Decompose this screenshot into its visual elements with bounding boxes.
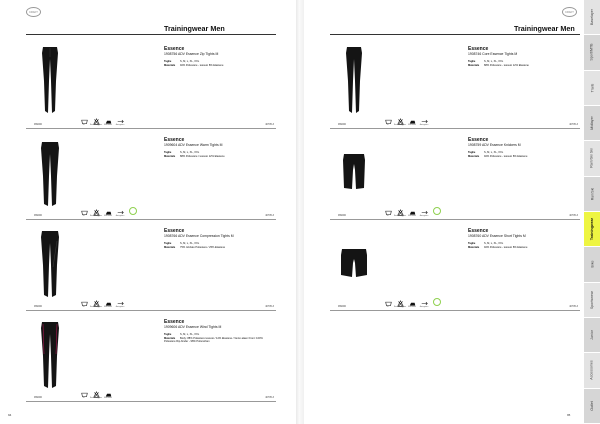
book-gutter [296,0,304,424]
page-title: Trainingwear Men [514,24,575,33]
product-subtitle: 1909606 ADV Essence Wind Tights M [164,325,222,329]
no-bleach-icon: Non candeggiare [396,300,404,309]
left-page [0,0,296,424]
iron-icon: Stiro basso [408,209,416,218]
right-page [304,0,584,424]
wash-icon: 40° [80,391,88,400]
product-name: Essence [164,319,185,325]
no-bleach-icon: Non candeggiare [92,300,100,309]
product-sku: 999000 [338,214,346,217]
product-subtitle: 1908766 ADV Essence Compression Tights M [164,234,234,238]
category-tabs [584,0,600,424]
product-divider [26,401,276,402]
tab-trainingwear[interactable]: Trainingwear [584,212,600,247]
product-material: Materiale 92% Poliestere - tessuto 8% Elastene [164,64,224,67]
product-card[interactable] [26,222,276,311]
care-icons [384,298,441,308]
dry-icon: Asciugatura [116,209,124,218]
product-sku: 999000 [34,396,42,399]
dry-icon: Asciugatura [116,118,124,127]
care-icons [80,391,112,400]
no-bleach-icon: Non candeggiare [396,209,404,218]
product-size: Taglie S, M, L, XL, XXL [164,333,200,336]
tab-rain-ski[interactable]: Rain/Ski Ski [584,141,600,176]
tab-midlayer[interactable]: Midlayer [584,106,600,141]
iron-icon: Stiro basso [104,391,112,400]
wash-icon: 40° [80,209,88,218]
product-size: Taglie S, M, L, XL, XXL [164,151,200,154]
tab-trails[interactable]: Trails [584,71,600,106]
long-tights-image [30,318,70,390]
product-divider [26,310,276,311]
care-icons [80,207,137,217]
product-code: 40705-3 [265,305,274,308]
product-subtitle: 1908759 ADV Essence Knickers M [468,143,521,147]
product-name: Essence [164,228,185,234]
dry-icon: Asciugatura [420,118,428,127]
tab-baselayer[interactable]: Baselayer [584,0,600,35]
product-name: Essence [468,228,489,234]
iron-icon: Stiro basso [104,209,112,218]
product-sku: 999000 [34,305,42,308]
product-card[interactable] [330,40,580,129]
product-code: 40705-3 [265,123,274,126]
iron-icon: Stiro basso [408,300,416,309]
iron-icon: Stiro basso [408,118,416,127]
dry-icon: Asciugatura [420,300,428,309]
product-subtitle: 1908746 Core Essence Tights M [468,52,518,56]
product-size: Taglie S, M, L, XL, XXL [164,60,200,63]
product-sku: 999000 [34,214,42,217]
no-bleach-icon: Non candeggiare [92,118,100,127]
product-divider [330,219,580,220]
wash-icon: 40° [384,300,392,309]
tab-junior[interactable]: Junior [584,318,600,353]
product-divider [26,219,276,220]
product-code: 40705-3 [265,214,274,217]
product-size: Taglie S, M, L, XL, XXL [468,151,504,154]
wash-icon: 40° [80,300,88,309]
short-tights-image [334,227,374,299]
no-bleach-icon: Non candeggiare [396,118,404,127]
product-material: Materiale 88% Poliestere / tessuto 12% Elastene [164,155,225,158]
dry-icon: Asciugatura [420,209,428,218]
knickers-image [334,136,374,208]
product-card[interactable] [330,131,580,220]
product-material: Materiale Body: 88% Poliestere tessuto / 12% Elastene / Vento alaen Front: 100% Poliestere Rip-binder - 98% Poliurethan [164,337,263,344]
product-code: 40705-3 [265,396,274,399]
product-size: Taglie S, M, L, XL, XXL [468,242,504,245]
product-card[interactable] [26,131,276,220]
product-divider [26,128,276,129]
product-size: Taglie S, M, L, XL, XXL [468,60,504,63]
page-number: 94 [8,413,12,417]
wash-icon: 40° [384,118,392,127]
product-subtitle: 1909604 ADV Essence Warm Tights M [164,143,223,147]
product-material: Materiale 88% Poliestere - tessuto 12% Elastene [468,64,529,67]
tab-sportswear[interactable]: Sportswear [584,283,600,318]
long-tights-image [30,45,70,117]
eco-ring-icon [129,207,137,215]
product-sku: 999000 [338,123,346,126]
product-material: Materiale 75% riciclato Poliestere / 25% Elastene [164,246,226,249]
title-divider [330,34,580,35]
tab-run-ski[interactable]: Run/Ski [584,177,600,212]
product-material: Materiale 92% Poliestere - tessuto 8% Elastene [468,155,528,158]
product-code: 40705-3 [569,123,578,126]
wash-icon: 40° [384,209,392,218]
product-name: Essence [164,137,185,143]
product-divider [330,310,580,311]
product-name: Essence [468,46,489,52]
iron-icon: Stiro basso [104,118,112,127]
dry-icon: Asciugatura [116,300,124,309]
long-tights-image [334,45,374,117]
product-subtitle: 1908756 ADV Essence Zip Tights M [164,52,219,56]
no-bleach-icon: Non candeggiare [92,209,100,218]
page-number: 95 [567,413,571,417]
care-icons [384,118,428,127]
brand-logo: CRAFT [562,7,577,17]
product-material: Materiale 92% Poliestere - tessuto 8% Elastene [468,246,528,249]
iron-icon: Stiro basso [104,300,112,309]
care-icons [384,207,441,217]
tab-outlet[interactable]: Outlet [584,389,600,424]
no-bleach-icon: Non candeggiare [92,391,100,400]
product-name: Essence [468,137,489,143]
long-tights-image [30,136,70,208]
tab-bike[interactable]: Bike [584,247,600,282]
product-card[interactable] [26,40,276,129]
product-code: 40705-3 [569,305,578,308]
long-tights-image [30,227,70,299]
product-code: 40705-3 [569,214,578,217]
product-sku: 999000 [34,123,42,126]
brand-logo: CRAFT [26,7,41,17]
page-title: Trainingwear Men [164,24,225,33]
product-divider [330,128,580,129]
tab-sport-mtb[interactable]: Sport/MTB [584,35,600,70]
tab-accessories[interactable]: Accessories [584,353,600,388]
product-subtitle: 1908760 ADV Essence Short Tights M [468,234,526,238]
product-card[interactable] [330,222,580,311]
care-icons [80,118,124,127]
care-icons [80,300,124,309]
product-size: Taglie S, M, L, XL, XXL [164,242,200,245]
eco-ring-icon [433,207,441,215]
eco-ring-icon [433,298,441,306]
product-sku: 999000 [338,305,346,308]
product-card[interactable] [26,313,276,402]
title-divider [26,34,276,35]
wash-icon: 40° [80,118,88,127]
product-name: Essence [164,46,185,52]
